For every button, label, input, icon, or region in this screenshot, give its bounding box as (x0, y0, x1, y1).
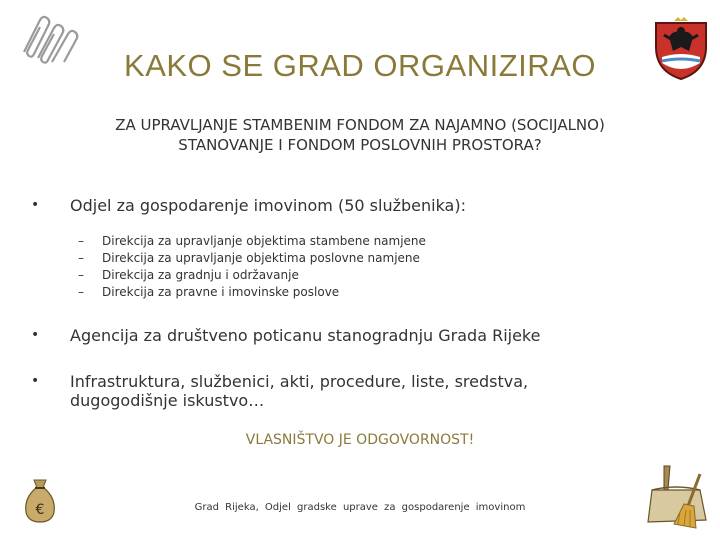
bullet-item (0, 326, 720, 348)
dash-marker: – (78, 251, 84, 265)
sub-list-text: Direkcija za upravljanje objektima poslovne namjene (102, 251, 420, 265)
dash-marker: – (78, 234, 84, 248)
bullet-marker: • (31, 373, 40, 389)
sub-list-text: Direkcija za gradnju i održavanje (102, 268, 299, 282)
sub-list-item (78, 250, 420, 267)
dash-marker: – (78, 268, 84, 282)
bullet-text: Odjel za gospodarenje imovinom (50 službenika): (70, 196, 466, 215)
sub-list-text: Direkcija za pravne i imovinske poslove (102, 285, 340, 299)
sub-list-text: Direkcija za upravljanje objektima stambene namjene (102, 234, 426, 248)
euro-symbol: € (35, 502, 45, 518)
slide-subtitle (40, 115, 680, 155)
bullet-text: Agencija za društveno poticanu stanogradnju Grada Rijeke (70, 326, 541, 345)
bullet-item (0, 196, 720, 218)
dustpan-broom-icon (644, 462, 708, 530)
footer-text: Grad Rijeka, Odjel gradske uprave za gospodarenje imovinom (194, 502, 526, 513)
bullet-text-line-2: dugogodišnje iskustvo… (70, 391, 265, 410)
bullet-text-line-1: Infrastruktura, službenici, akti, procedure, liste, sredstva, (70, 372, 529, 391)
bullet-item (0, 372, 720, 412)
bullet-marker: • (31, 197, 40, 213)
bullet-marker: • (31, 327, 40, 343)
sub-list-item (78, 267, 299, 284)
slide-title: KAKO SE GRAD ORGANIZIRAO (124, 48, 596, 83)
subtitle-line-2: STANOVANJE I FONDOM POSLOVNIH PROSTORA? (178, 136, 542, 154)
sub-list-item (78, 284, 339, 301)
bullet-text (70, 372, 670, 410)
subtitle-line-1: ZA UPRAVLJANJE STAMBENIM FONDOM ZA NAJAMNO (SOCIJALNO) (115, 116, 605, 134)
money-bag-icon (22, 476, 58, 524)
dash-marker: – (78, 285, 84, 299)
slogan: VLASNIŠTVO JE ODGOVORNOST! (245, 432, 475, 448)
sub-list-item (78, 233, 426, 250)
